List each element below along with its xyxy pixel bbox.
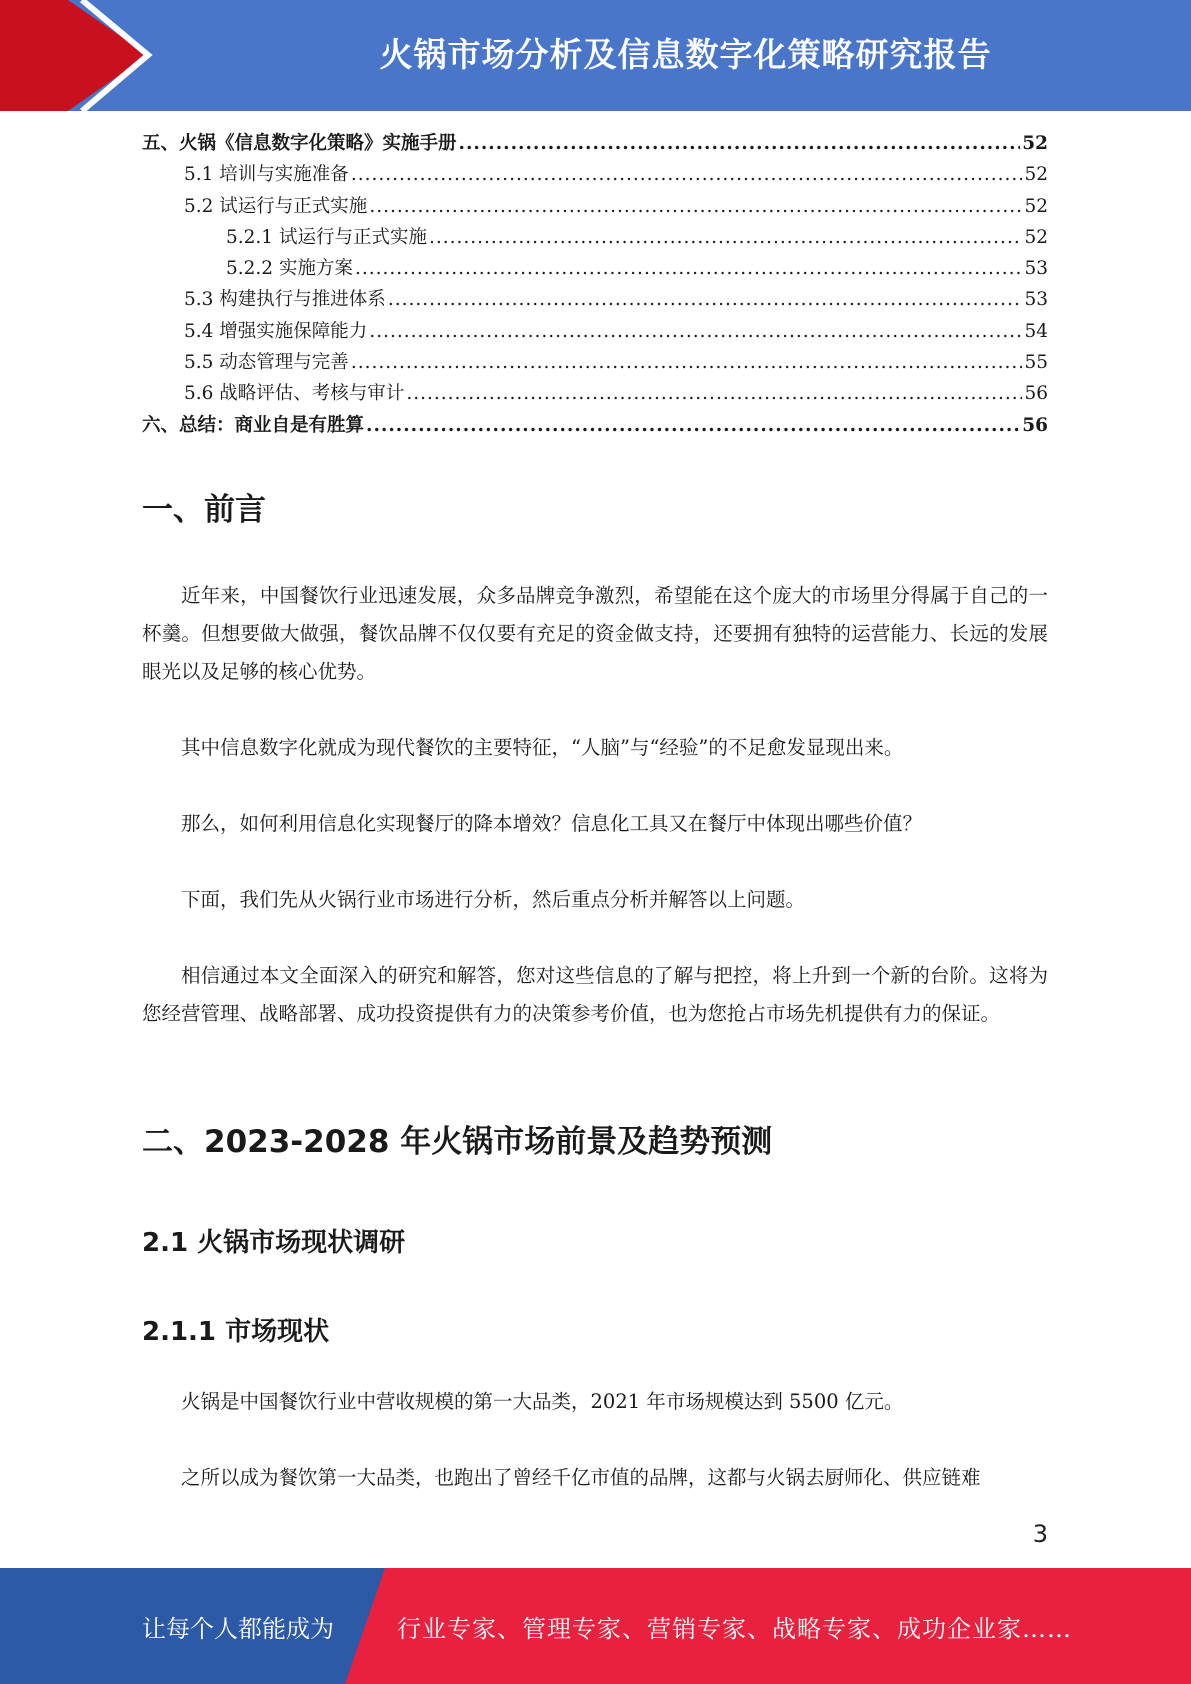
footer-slogan-right: 行业专家、管理专家、营销专家、战略专家、成功企业家…… bbox=[397, 1614, 1072, 1643]
toc-entry-label: 5.6 战略评估、考核与审计 bbox=[184, 383, 405, 405]
section-heading-forecast: 二、2023-2028 年火锅市场前景及趋势预测 bbox=[142, 1124, 773, 1160]
toc-dot-leader bbox=[406, 378, 1022, 409]
toc-dot-leader bbox=[351, 347, 1023, 378]
body-paragraph: 之所以成为餐饮第一大品类，也跑出了曾经千亿市值的品牌，这都与火锅去厨师化、供应链难 bbox=[181, 1466, 981, 1489]
toc-entry[interactable] bbox=[142, 222, 1048, 253]
toc-entry-label: 5.5 动态管理与完善 bbox=[184, 352, 349, 374]
toc-entry-label: 5.4 增强实施保障能力 bbox=[184, 320, 368, 342]
toc-entry-page: 56 bbox=[1024, 383, 1048, 405]
toc-entry-page: 55 bbox=[1024, 352, 1048, 374]
subsection-heading: 2.1 火锅市场现状调研 bbox=[142, 1228, 406, 1258]
toc-entry-label: 5.2.1 试运行与正式实施 bbox=[226, 226, 427, 248]
toc-entry-page: 53 bbox=[1024, 258, 1048, 280]
body-paragraph: 那么，如何利用信息化实现餐厅的降本增效？信息化工具又在餐厅中体现出哪些价值？ bbox=[181, 812, 923, 835]
footer-banner bbox=[0, 1568, 1191, 1684]
toc-entry-label: 5.3 构建执行与推进体系 bbox=[184, 289, 386, 311]
toc-entry[interactable] bbox=[142, 378, 1048, 409]
toc-entry[interactable] bbox=[142, 128, 1048, 159]
header-arrow-decoration bbox=[0, 0, 160, 111]
toc-entry-page: 56 bbox=[1022, 414, 1048, 436]
page-number: 3 bbox=[1032, 1520, 1048, 1548]
toc-entry[interactable] bbox=[142, 347, 1048, 378]
body-paragraph: 下面，我们先从火锅行业市场进行分析，然后重点分析并解答以上问题。 bbox=[181, 888, 806, 911]
toc-entry-page: 52 bbox=[1024, 164, 1048, 186]
toc-entry[interactable] bbox=[142, 159, 1048, 190]
document-title: 火锅市场分析及信息数字化策略研究报告 bbox=[379, 35, 992, 74]
toc-entry-page: 53 bbox=[1024, 289, 1048, 311]
toc-entry-page: 52 bbox=[1022, 133, 1048, 154]
toc-dot-leader bbox=[369, 316, 1022, 347]
toc-dot-leader bbox=[366, 410, 1020, 441]
header-banner bbox=[0, 0, 1191, 111]
toc-entry-label: 六、总结：商业自是有胜算 bbox=[142, 414, 365, 436]
toc-entry-label: 五、火锅《信息数字化策略》实施手册 bbox=[142, 133, 457, 154]
toc-entry[interactable] bbox=[142, 253, 1048, 284]
toc-entry-label: 5.2 试运行与正式实施 bbox=[184, 195, 368, 217]
toc-dot-leader bbox=[355, 253, 1023, 284]
toc-entry[interactable] bbox=[142, 316, 1048, 347]
body-paragraph: 火锅是中国餐饮行业中营收规模的第一大品类，2021 年市场规模达到 5500 亿元。 bbox=[181, 1390, 904, 1413]
body-paragraph: 其中信息数字化就成为现代餐饮的主要特征，“人脑”与“经验”的不足愈发显现出来。 bbox=[181, 736, 904, 759]
toc-dot-leader bbox=[388, 284, 1023, 315]
toc-entry-label: 5.2.2 实施方案 bbox=[226, 258, 353, 280]
toc-dot-leader bbox=[459, 128, 1021, 159]
footer-slogan-left: 让每个人都能成为 bbox=[142, 1614, 334, 1643]
toc-entry[interactable] bbox=[142, 284, 1048, 315]
section-heading-preface: 一、前言 bbox=[142, 492, 266, 528]
toc-entry-page: 54 bbox=[1024, 320, 1048, 342]
body-paragraph: 相信通过本文全面深入的研究和解答，您对这些信息的了解与把控，将上升到一个新的台阶。这将为您经营管理、战略部署、成功投资提供有力的决策参考价值，也为您抢占市场先机提供有力的保证。 bbox=[142, 964, 1048, 1025]
table-of-contents bbox=[142, 128, 1048, 441]
toc-entry-page: 52 bbox=[1024, 226, 1048, 248]
toc-dot-leader bbox=[429, 222, 1022, 253]
toc-entry[interactable] bbox=[142, 410, 1048, 441]
body-paragraph: 近年来，中国餐饮行业迅速发展，众多品牌竞争激烈，希望能在这个庞大的市场里分得属于自己的一杯羹。但想要做大做强，餐饮品牌不仅仅要有充足的资金做支持，还要拥有独特的运营能力、长远的发展眼光以及足够的核心优势。 bbox=[142, 584, 1048, 683]
toc-dot-leader bbox=[369, 191, 1022, 222]
toc-entry[interactable] bbox=[142, 191, 1048, 222]
subsubsection-heading: 2.1.1 市场现状 bbox=[142, 1317, 330, 1347]
toc-entry-page: 52 bbox=[1024, 195, 1048, 217]
toc-dot-leader bbox=[351, 159, 1023, 190]
toc-entry-label: 5.1 培训与实施准备 bbox=[184, 164, 349, 186]
